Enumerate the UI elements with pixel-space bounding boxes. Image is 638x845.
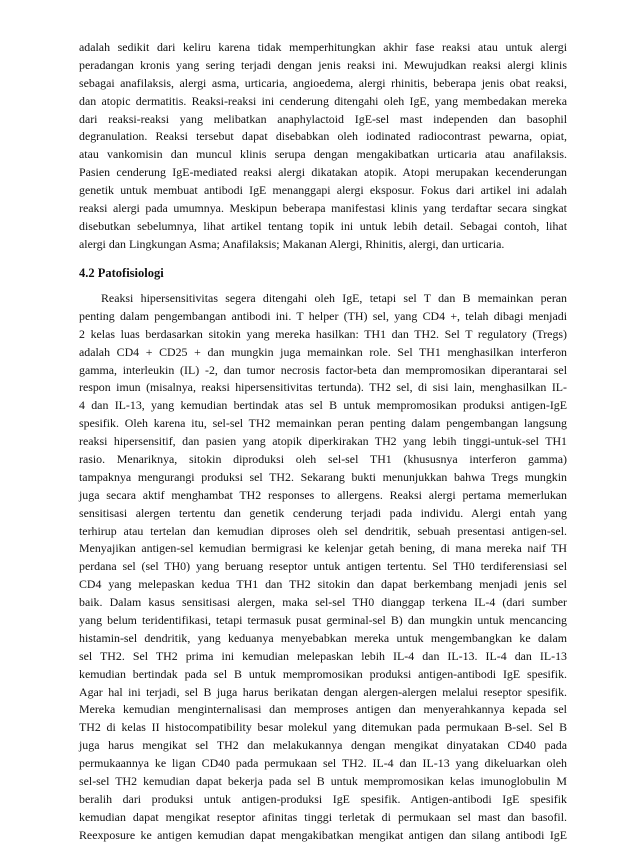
text-line: sel TH2. Sel TH2 prima ini kemudian melepaskan lebih IL-4 dan IL-13. IL-4 dan IL-13: [79, 648, 567, 663]
text-line: perdana sel (sel TH0) yang beruang reseptor untuk antigen tertentu. Sel TH0 terdiferensiasi sel: [79, 559, 567, 574]
text-line: CD4 yang melepaskan kedua TH1 dan TH2 sitokin dan dapat berkembang menjadi jenis sel: [79, 577, 567, 592]
text-line: reaksi hipersensitif, dan pasien yang atopik diperkirakan TH2 yang lebih tinggi-untuk-sel TH1: [79, 434, 567, 449]
text-line: penting dalam pengembangan antibodi ini. T helper (TH) sel, yang CD4 +, telah dibagi menjadi: [79, 308, 567, 323]
text-line: 4 dan IL-13, yang kemudian bertindak atas sel B untuk mempromosikan produksi antigen-IgE: [79, 398, 567, 413]
text-line: 2 kelas luas berdasarkan sitokin yang mereka hasilkan: TH1 dan TH2. Sel T regulatory (Tregs): [79, 326, 567, 341]
text-line: atau vankomisin dan muncul klinis serupa dengan mengakibatkan urticaria atau anafilaksis.: [79, 147, 567, 162]
text-line: histamin-sel dendritik, yang keduanya menyebabkan mereka untuk mengembangkan ke dalam: [79, 630, 567, 645]
text-line: baik. Dalam kasus sensitisasi alergen, maka sel-sel TH0 dianggap terkena IL-4 (dari sumber: [79, 595, 567, 610]
text-line: dari reaksi-reaksi yang melibatkan anaphylactoid IgE-sel mast independen dan basophil: [79, 111, 567, 126]
text-line: kemudian dapat mengikat reseptor afinitas tinggi terletak di permukaan sel mast dan basofil.: [79, 809, 567, 824]
text-line: reaksi alergi pada umumnya. Meskipun beberapa manifestasi klinis yang terdaftar secara singkat: [79, 201, 567, 216]
text-line: yang belum teridentifikasi, tetapi termasuk pusat germinal-sel B) dan mungkin untuk mencancing: [79, 613, 567, 628]
text-line: alergi dan Lingkungan Asma; Anafilaksis; Makanan Alergi, Rhinitis, alergi, dan urticaria.: [79, 236, 505, 251]
text-line: juga harus mengikat sel TH2 dan melakukannya dengan mengikat dinyatakan CD40 pada: [79, 738, 567, 753]
paragraph-pathophysiology: [79, 290, 567, 845]
paragraph-intro: [79, 39, 567, 254]
text-line: spesifik. Oleh karena itu, sel-sel TH2 memainkan peran penting dalam pengembangan langsung: [79, 416, 567, 431]
text-line: Pasien cenderung IgE-mediated reaksi alergi dikatakan atopik. Atopi merupakan kecenderungan: [79, 165, 567, 180]
text-line: tampaknya mengurangi produksi sel TH2. Sekarang bukti menunjukkan bahwa Tregs mungkin: [79, 469, 567, 484]
text-line: sensitisasi alergen tertentu dan genetik cenderung terjadi pada individu. Alergi entah yang: [79, 505, 567, 520]
text-line: terhirup atau tertelan dan kemudian diproses oleh sel dendritik, sebuah presentasi antigen-sel.: [79, 523, 567, 538]
text-line: disebutkan sebelumnya, lihat artikel tentang topik ini untuk lebih detail. Sebagai contoh, lihat: [79, 218, 567, 233]
text-line: beralih dari produksi untuk antigen-produksi IgE spesifik. Antigen-antibodi IgE spesifik: [79, 791, 567, 806]
text-line: juga secara aktif menghambat TH2 responses to allergens. Reaksi alergi pertama memerlukan: [79, 487, 567, 502]
text-line: peradangan kronis yang sering terjadi dengan jenis reaksi ini. Mewujudkan reaksi alergi klinis: [79, 57, 567, 72]
text-line: permukaannya ke ligan CD40 pada permukaan sel TH2. IL-4 dan IL-13 yang dikeluarkan oleh: [79, 756, 567, 771]
text-line: Reaksi hipersensitivitas segera ditengahi oleh IgE, tetapi sel T dan B memainkan peran: [101, 291, 567, 305]
text-line: sebagai anafilaksis, alergi asma, urticaria, angioedema, alergi rhinitis, beberapa jenis obat reaksi,: [79, 75, 567, 90]
text-line: Mereka kemudian menginternalisasi dan memproses antigen dan menyerahkannya kepada sel: [79, 702, 567, 717]
text-line: adalah CD4 + CD25 + dan mungkin juga memainkan role. Sel TH1 menghasilkan interferon: [79, 344, 567, 359]
text-line: rasio. Menariknya, sitokin diproduksi oleh sel-sel TH1 (khususnya interferon gamma): [79, 452, 567, 467]
text-line: dan atopic dermatitis. Reaksi-reaksi ini cenderung ditengahi oleh IgE, yang membedakan mereka: [79, 93, 567, 108]
text-line: genetik untuk membuat antibodi IgE menanggapi alergi eksposur. Fokus dari artikel ini adalah: [79, 183, 567, 198]
text-line: Reexposure ke antigen kemudian dapat mengakibatkan mengikat antigen dan silang antibodi IgE: [79, 827, 567, 842]
text-line: Menyajikan antigen-sel kemudian bermigrasi ke kelenjar getah bening, di mana mereka naif TH: [79, 541, 567, 556]
text-line: gamma, interleukin (IL) -2, dan tumor necrosis factor-beta dan mempromosikan diperantarai sel: [79, 362, 567, 377]
text-line: kemudian bertindak pada sel B untuk mempromosikan produksi antigen-antibodi IgE spesifik.: [79, 666, 567, 681]
text-line: degranulation. Reaksi tersebut dapat disebabkan oleh iodinated radiocontrast pewarna, opiat,: [79, 129, 567, 144]
text-line: adalah sedikit dari keliru karena tidak memperhitungkan akhir fase reaksi atau untuk alergi: [79, 40, 567, 54]
text-line: sel-sel TH2 kemudian dapat bekerja pada sel B untuk mempromosikan kelas imunoglobulin M: [79, 774, 567, 789]
text-line: TH2 di kelas II histocompatibility besar molekul yang ditemukan pada permukaan B-sel. Sel B: [79, 720, 567, 735]
text-line: respon imun (misalnya, reaksi hipersensitivitas tertunda). TH2 sel, di sisi lain, menghasilkan IL-: [79, 380, 567, 395]
section-heading: 4.2 Patofisiologi: [79, 266, 164, 280]
text-line: Agar hal ini terjadi, sel B juga harus berikatan dengan alergen-alergen melalui reseptor spesifik.: [79, 684, 567, 699]
